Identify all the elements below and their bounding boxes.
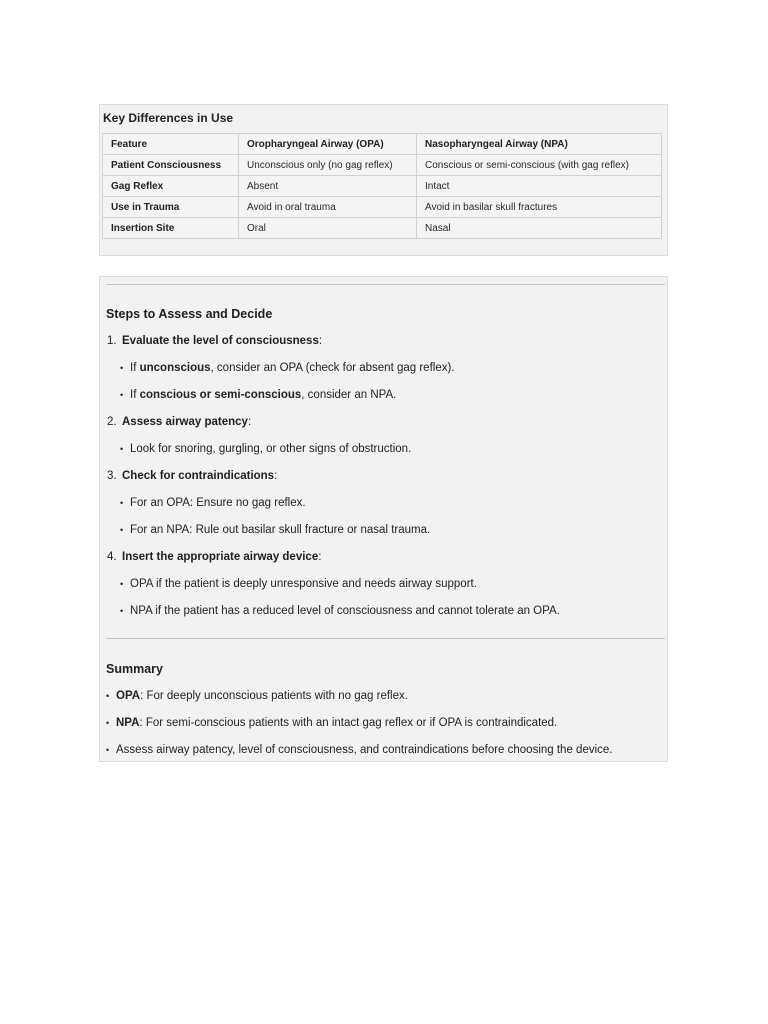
- table-row: [103, 218, 662, 239]
- bullet-icon: •: [106, 718, 110, 728]
- list-item: • If conscious or semi-conscious, consider an NPA.: [120, 389, 397, 401]
- step-title: Insert the appropriate airway device: [122, 551, 319, 563]
- table-row: [103, 176, 662, 197]
- list-item: • If unconscious, consider an OPA (check for absent gag reflex).: [120, 362, 455, 374]
- steps-card: [99, 276, 668, 762]
- step-title: Check for contraindications: [122, 470, 275, 482]
- bullet-icon: •: [120, 498, 124, 508]
- step-number: 3.: [107, 470, 117, 482]
- step-title: Assess airway patency: [122, 416, 248, 428]
- summary-heading: Summary: [106, 662, 163, 676]
- table-header-row: [103, 134, 662, 155]
- bullet-icon: •: [120, 363, 124, 373]
- top-divider: [106, 284, 665, 285]
- list-item: • NPA if the patient has a reduced level of consciousness and cannot tolerate an OPA.: [120, 605, 560, 617]
- table-cell: Unconscious only (no gag reflex): [239, 155, 417, 176]
- table-cell: Gag Reflex: [103, 176, 239, 197]
- bullet-icon: •: [106, 745, 110, 755]
- list-item: • OPA if the patient is deeply unresponsive and needs airway support.: [120, 578, 477, 590]
- bullet-icon: •: [120, 606, 124, 616]
- table-cell: Absent: [239, 176, 417, 197]
- key-differences-card: [99, 104, 668, 256]
- table-cell: Use in Trauma: [103, 197, 239, 218]
- bullet-icon: •: [120, 444, 124, 454]
- table-cell: Patient Consciousness: [103, 155, 239, 176]
- key-differences-title: Key Differences in Use: [103, 111, 234, 125]
- bullet-icon: •: [106, 691, 110, 701]
- step-1: 1. Evaluate the level of consciousness:: [107, 335, 323, 347]
- bullet-icon: •: [120, 579, 124, 589]
- table-cell: Conscious or semi-conscious (with gag reflex): [417, 155, 662, 176]
- summary-divider: [106, 638, 665, 639]
- table-row: [103, 197, 662, 218]
- table-cell: Insertion Site: [103, 218, 239, 239]
- list-item: • OPA: For deeply unconscious patients with no gag reflex.: [106, 690, 408, 702]
- step-number: 1.: [107, 335, 117, 347]
- step-number: 4.: [107, 551, 117, 563]
- list-item: • Assess airway patency, level of consciousness, and contraindications before choosing the device.: [106, 744, 613, 756]
- step-3: 3. Check for contraindications:: [107, 470, 278, 482]
- table-row: [103, 155, 662, 176]
- table-cell: Avoid in oral trauma: [239, 197, 417, 218]
- table-cell: Oral: [239, 218, 417, 239]
- differences-table: [102, 133, 662, 239]
- bullet-icon: •: [120, 390, 124, 400]
- table-header-cell: Feature: [103, 134, 239, 155]
- table-header-cell: Nasopharyngeal Airway (NPA): [417, 134, 662, 155]
- step-2: 2. Assess airway patency:: [107, 416, 252, 428]
- table-cell: Nasal: [417, 218, 662, 239]
- list-item: • Look for snoring, gurgling, or other signs of obstruction.: [120, 443, 412, 455]
- step-title: Evaluate the level of consciousness: [122, 335, 319, 347]
- table-cell: Intact: [417, 176, 662, 197]
- step-number: 2.: [107, 416, 117, 428]
- table-cell: Avoid in basilar skull fractures: [417, 197, 662, 218]
- table-header-cell: Oropharyngeal Airway (OPA): [239, 134, 417, 155]
- step-4: 4. Insert the appropriate airway device:: [107, 551, 322, 563]
- list-item: • NPA: For semi-conscious patients with an intact gag reflex or if OPA is contraindicated.: [106, 717, 558, 729]
- steps-heading: Steps to Assess and Decide: [106, 307, 273, 321]
- list-item: • For an NPA: Rule out basilar skull fracture or nasal trauma.: [120, 524, 431, 536]
- list-item: • For an OPA: Ensure no gag reflex.: [120, 497, 306, 509]
- bullet-icon: •: [120, 525, 124, 535]
